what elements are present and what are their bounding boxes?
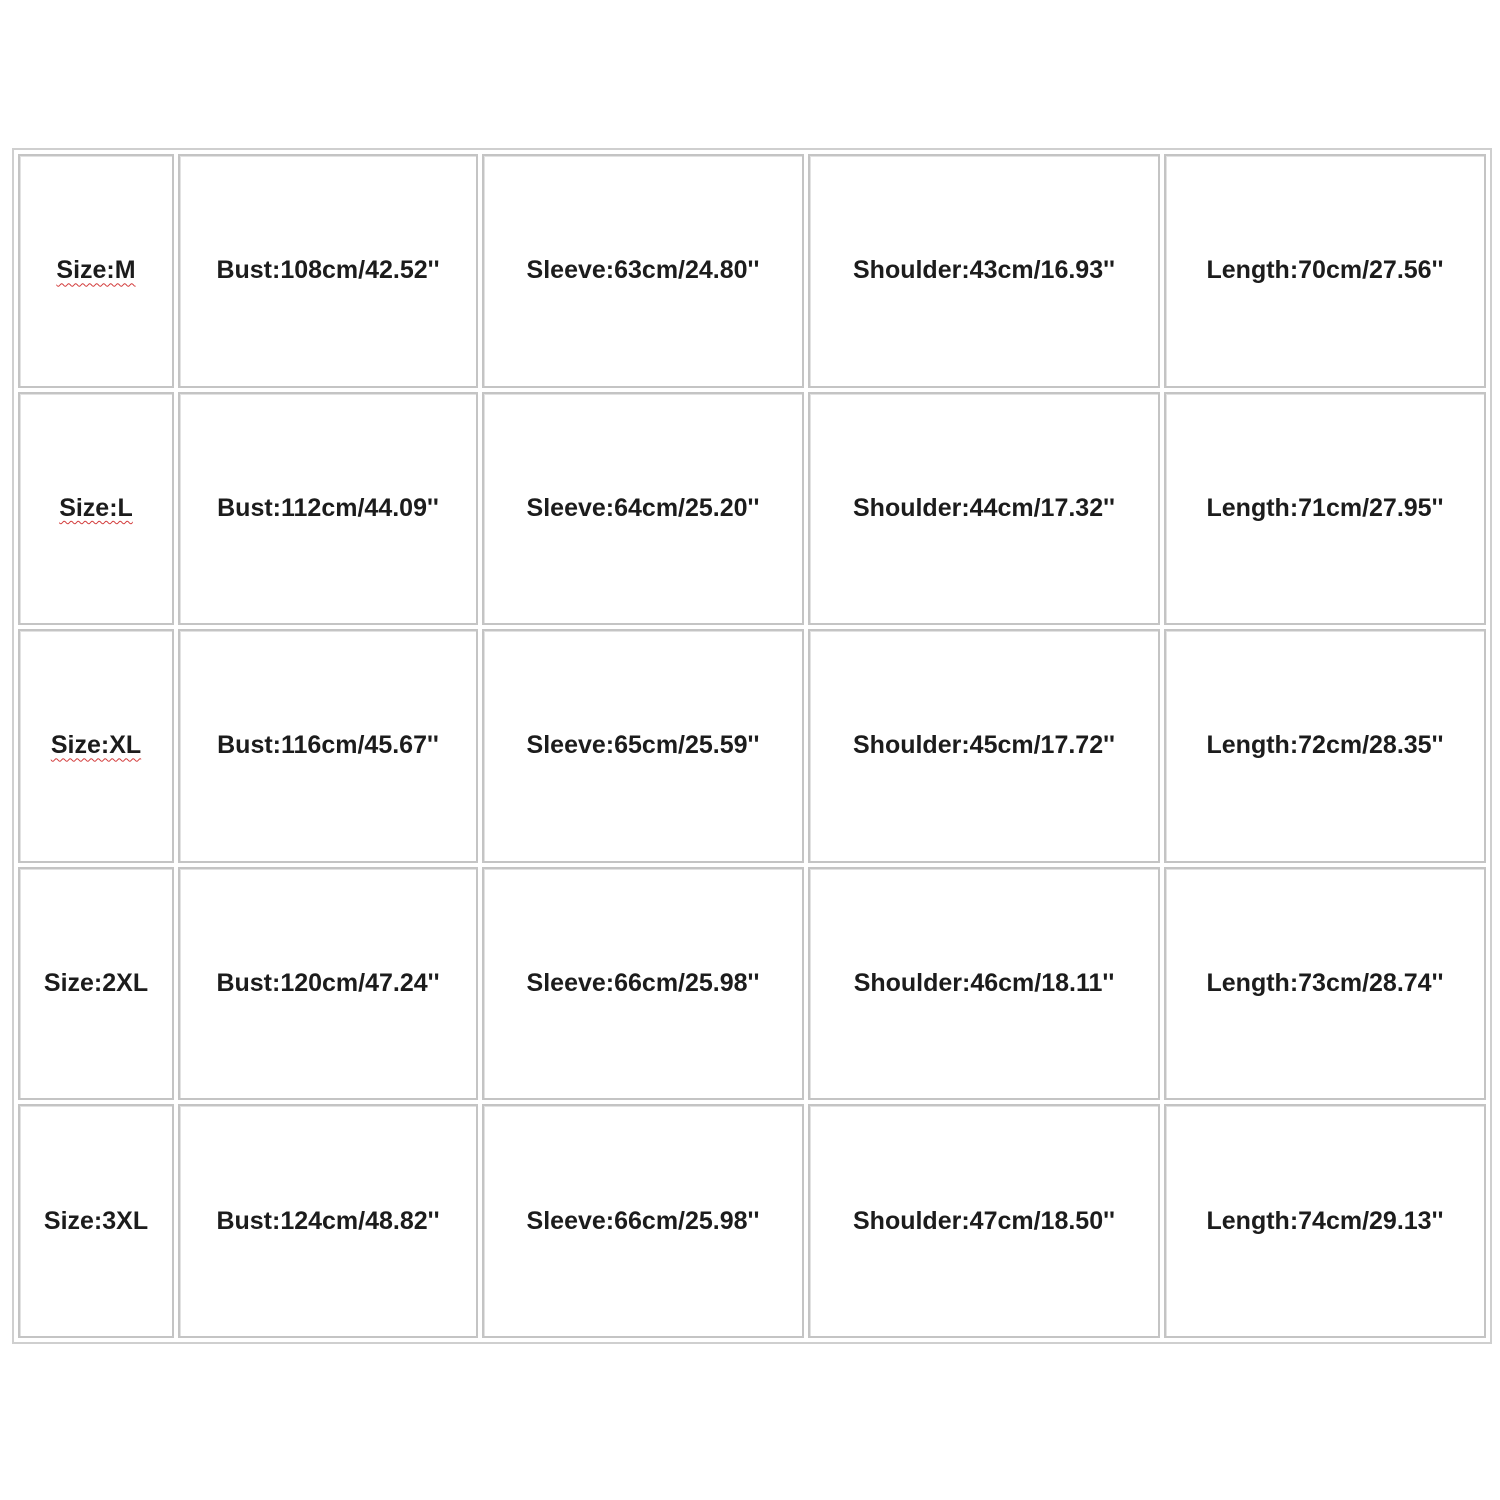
table-row-size-2xl: [18, 867, 1486, 1101]
sleeve-cell: Sleeve:66cm/25.98'': [482, 867, 804, 1101]
bust-cell: Bust:124cm/48.82'': [178, 1104, 478, 1338]
bust-cell: Bust:112cm/44.09'': [178, 392, 478, 626]
size-cell: [18, 867, 174, 1101]
sleeve-cell: Sleeve:63cm/24.80'': [482, 154, 804, 388]
size-cell: [18, 1104, 174, 1338]
length-cell: Length:74cm/29.13'': [1164, 1104, 1486, 1338]
size-cell: [18, 392, 174, 626]
length-cell: Length:73cm/28.74'': [1164, 867, 1486, 1101]
size-cell: [18, 154, 174, 388]
table-row-size-xl: [18, 629, 1486, 863]
table-row-size-m: [18, 154, 1486, 388]
sleeve-cell: Sleeve:65cm/25.59'': [482, 629, 804, 863]
size-label: Size:XL: [50, 731, 142, 760]
sleeve-cell: Sleeve:66cm/25.98'': [482, 1104, 804, 1338]
shoulder-cell: Shoulder:46cm/18.11'': [808, 867, 1160, 1101]
bust-cell: Bust:108cm/42.52'': [178, 154, 478, 388]
bust-cell: Bust:116cm/45.67'': [178, 629, 478, 863]
length-cell: Length:71cm/27.95'': [1164, 392, 1486, 626]
length-cell: Length:70cm/27.56'': [1164, 154, 1486, 388]
size-label: Size:L: [59, 493, 133, 522]
length-cell: Length:72cm/28.35'': [1164, 629, 1486, 863]
size-label: Size:M: [56, 256, 136, 285]
shoulder-cell: Shoulder:47cm/18.50'': [808, 1104, 1160, 1338]
table-row-size-l: [18, 392, 1486, 626]
size-chart-table: [12, 148, 1492, 1344]
table-row-size-3xl: [18, 1104, 1486, 1338]
shoulder-cell: Shoulder:44cm/17.32'': [808, 392, 1160, 626]
bust-cell: Bust:120cm/47.24'': [178, 867, 478, 1101]
size-label: Size:3XL: [43, 1206, 149, 1235]
shoulder-cell: Shoulder:43cm/16.93'': [808, 154, 1160, 388]
sleeve-cell: Sleeve:64cm/25.20'': [482, 392, 804, 626]
shoulder-cell: Shoulder:45cm/17.72'': [808, 629, 1160, 863]
size-cell: [18, 629, 174, 863]
size-label: Size:2XL: [43, 969, 149, 998]
